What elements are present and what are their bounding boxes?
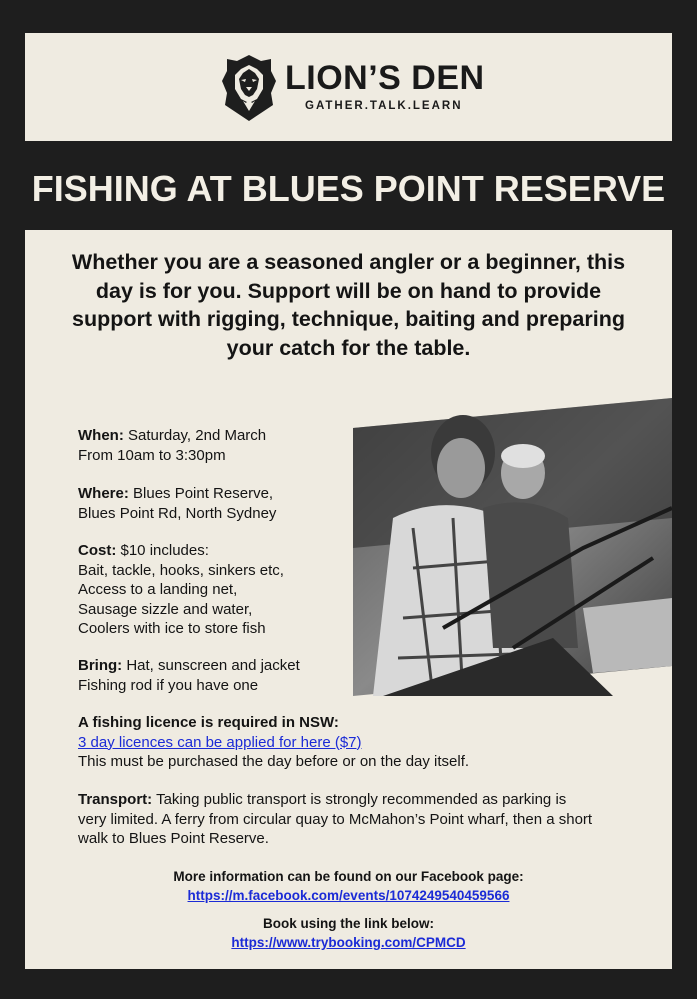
booking-label: Book using the link below: [262,916,434,931]
lion-head-icon [221,53,277,123]
cost-item: Bait, tackle, hooks, sinkers etc, [78,561,284,579]
transport-section [78,790,598,849]
transport-text: Taking public transport is strongly recommended as parking is very limited. A ferry from circular quay to McMahon’s Point wharf, then a short walk to Blues Point Reserve. [78,791,593,847]
bring-label: Bring: [78,657,123,674]
booking-section [25,914,672,952]
cost-item: Access to a landing net, [78,581,238,598]
fishing-photo [353,398,672,696]
booking-link[interactable]: https://www.trybooking.com/CPMCD [231,935,466,950]
intro-text: Whether you are a seasoned angler or a beginner, this day is for you. Support will be on hand to provide support with rigging, technique, baiting and preparing your catch for the table. [71,250,626,360]
where-label: Where: [78,485,129,502]
bring-rod: Fishing rod if you have one [78,676,259,694]
licence-section [78,713,469,772]
transport-label: Transport: [78,791,153,808]
when-date: Saturday, 2nd March [123,427,267,444]
facebook-link[interactable]: https://m.facebook.com/events/1074249540459566 [187,888,510,903]
licence-note: This must be purchased the day before or on the day itself. [78,753,470,770]
brand-name: LION’S DEN [285,59,485,97]
cost-item: Coolers with ice to store fish [78,620,266,637]
body-panel [25,230,672,969]
cost-section [78,541,284,639]
when-time: From 10am to 3:30pm [78,446,226,464]
where-address: Blues Point Rd, North Sydney [78,504,277,522]
cost-label: Cost: [78,542,117,559]
cost-price: $10 includes: [116,542,209,559]
when-label: When: [78,427,124,444]
cost-item: Sausage sizzle and water, [78,600,253,618]
page-title: FISHING AT BLUES POINT RESERVE [31,168,666,209]
header-panel [25,33,672,141]
facebook-label: More information can be found on our Facebook page: [173,869,524,884]
bring-section [78,656,300,695]
licence-link[interactable]: 3 day licences can be applied for here ($7) [78,733,362,751]
bring-items: Hat, sunscreen and jacket [122,657,300,674]
licence-heading: A fishing licence is required in NSW: [78,714,339,731]
where-section [78,484,276,523]
facebook-section [25,867,672,905]
when-section [78,426,266,465]
where-place: Blues Point Reserve, [128,485,274,502]
brand-tagline: GATHER.TALK.LEARN [305,100,463,112]
